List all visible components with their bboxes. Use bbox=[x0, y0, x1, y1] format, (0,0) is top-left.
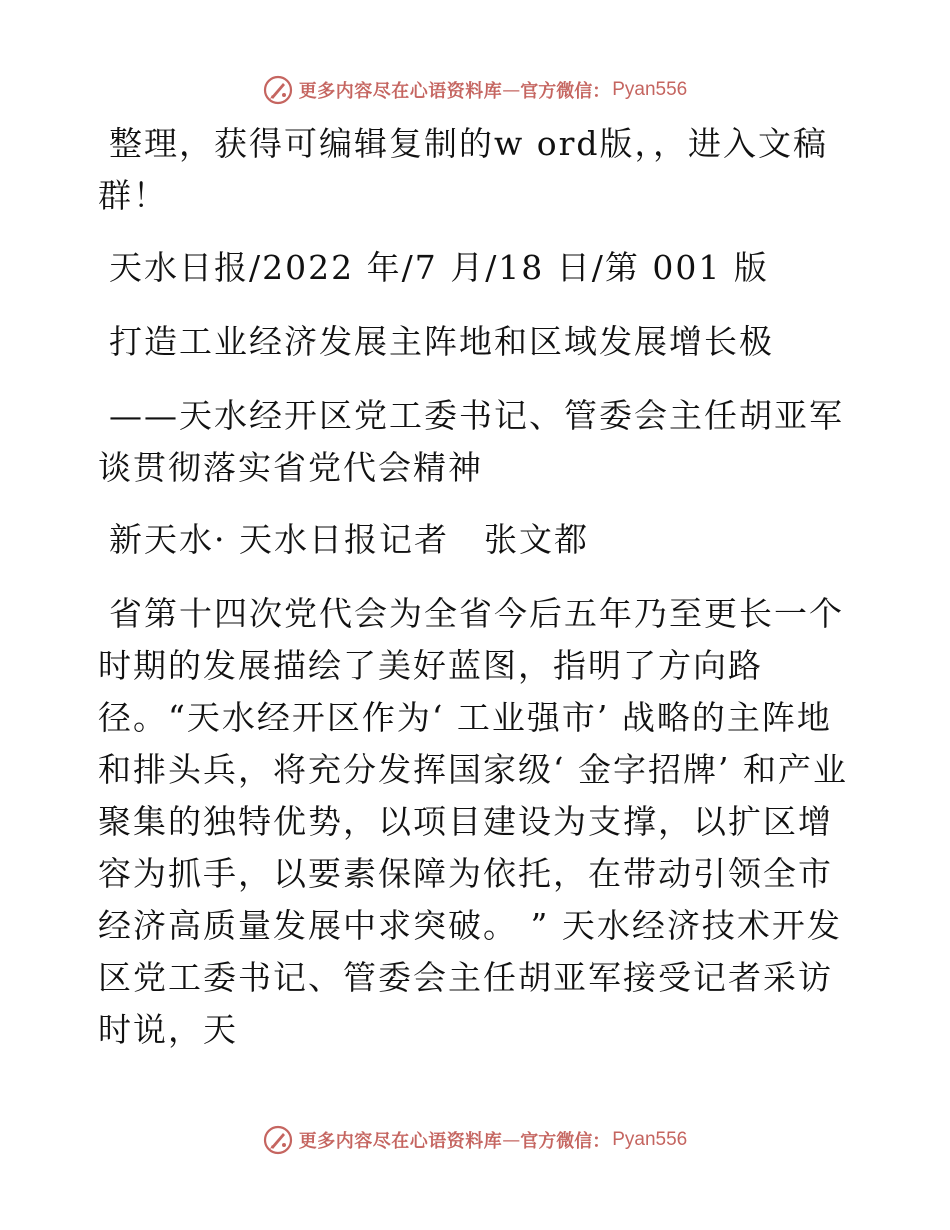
quill-logo-icon bbox=[263, 75, 293, 105]
source-line: 天水日报/2022 年/7 月/18 日/第 001 版 bbox=[109, 248, 769, 287]
watermark-wechat-id: Pyan556 bbox=[612, 1129, 688, 1150]
quill-logo-icon bbox=[263, 1125, 293, 1155]
watermark-site-text: 更多内容尽在心语资料库 bbox=[298, 1131, 503, 1152]
article-byline: 新天水· 天水日报记者 张文都 bbox=[109, 520, 589, 559]
intro-text: 整理，获得可编辑复制的w ord版，，进入文稿群！ bbox=[98, 124, 829, 215]
header-watermark bbox=[0, 70, 950, 110]
watermark-wechat-id: Pyan556 bbox=[612, 79, 688, 100]
watermark-site-text: 更多内容尽在心语资料库 bbox=[298, 81, 503, 102]
article-subheadline: ——天水经开区党工委书记、管委会主任胡亚军谈贯彻落实省党代会精神 bbox=[98, 396, 844, 487]
watermark-separator: — bbox=[502, 1129, 521, 1151]
watermark-wechat-label: 官方微信： bbox=[520, 1131, 611, 1152]
article-headline: 打造工业经济发展主阵地和区域发展增长极 bbox=[109, 322, 774, 361]
watermark-wechat-label: 官方微信： bbox=[520, 81, 611, 102]
document-body bbox=[98, 118, 858, 1078]
footer-watermark bbox=[0, 1120, 950, 1160]
watermark-separator: — bbox=[502, 79, 521, 101]
article-body-paragraph: 省第十四次党代会为全省今后五年乃至更长一个时期的发展描绘了美好蓝图，指明了方向路径。“天水经开区作为‘ 工业强市’ 战略的主阵地和排头兵，将充分发挥国家级‘ 金字招牌’ 和产业聚集的独特优势，以项目建设为支撑，以扩区增容为抓手，以要素保障为依托，在带动引领全市经济高质量发展中求突破。 ” 天水经济技术开发区党工委书记、管委会主任胡亚军接受记者采访时说，天 bbox=[98, 594, 848, 1049]
